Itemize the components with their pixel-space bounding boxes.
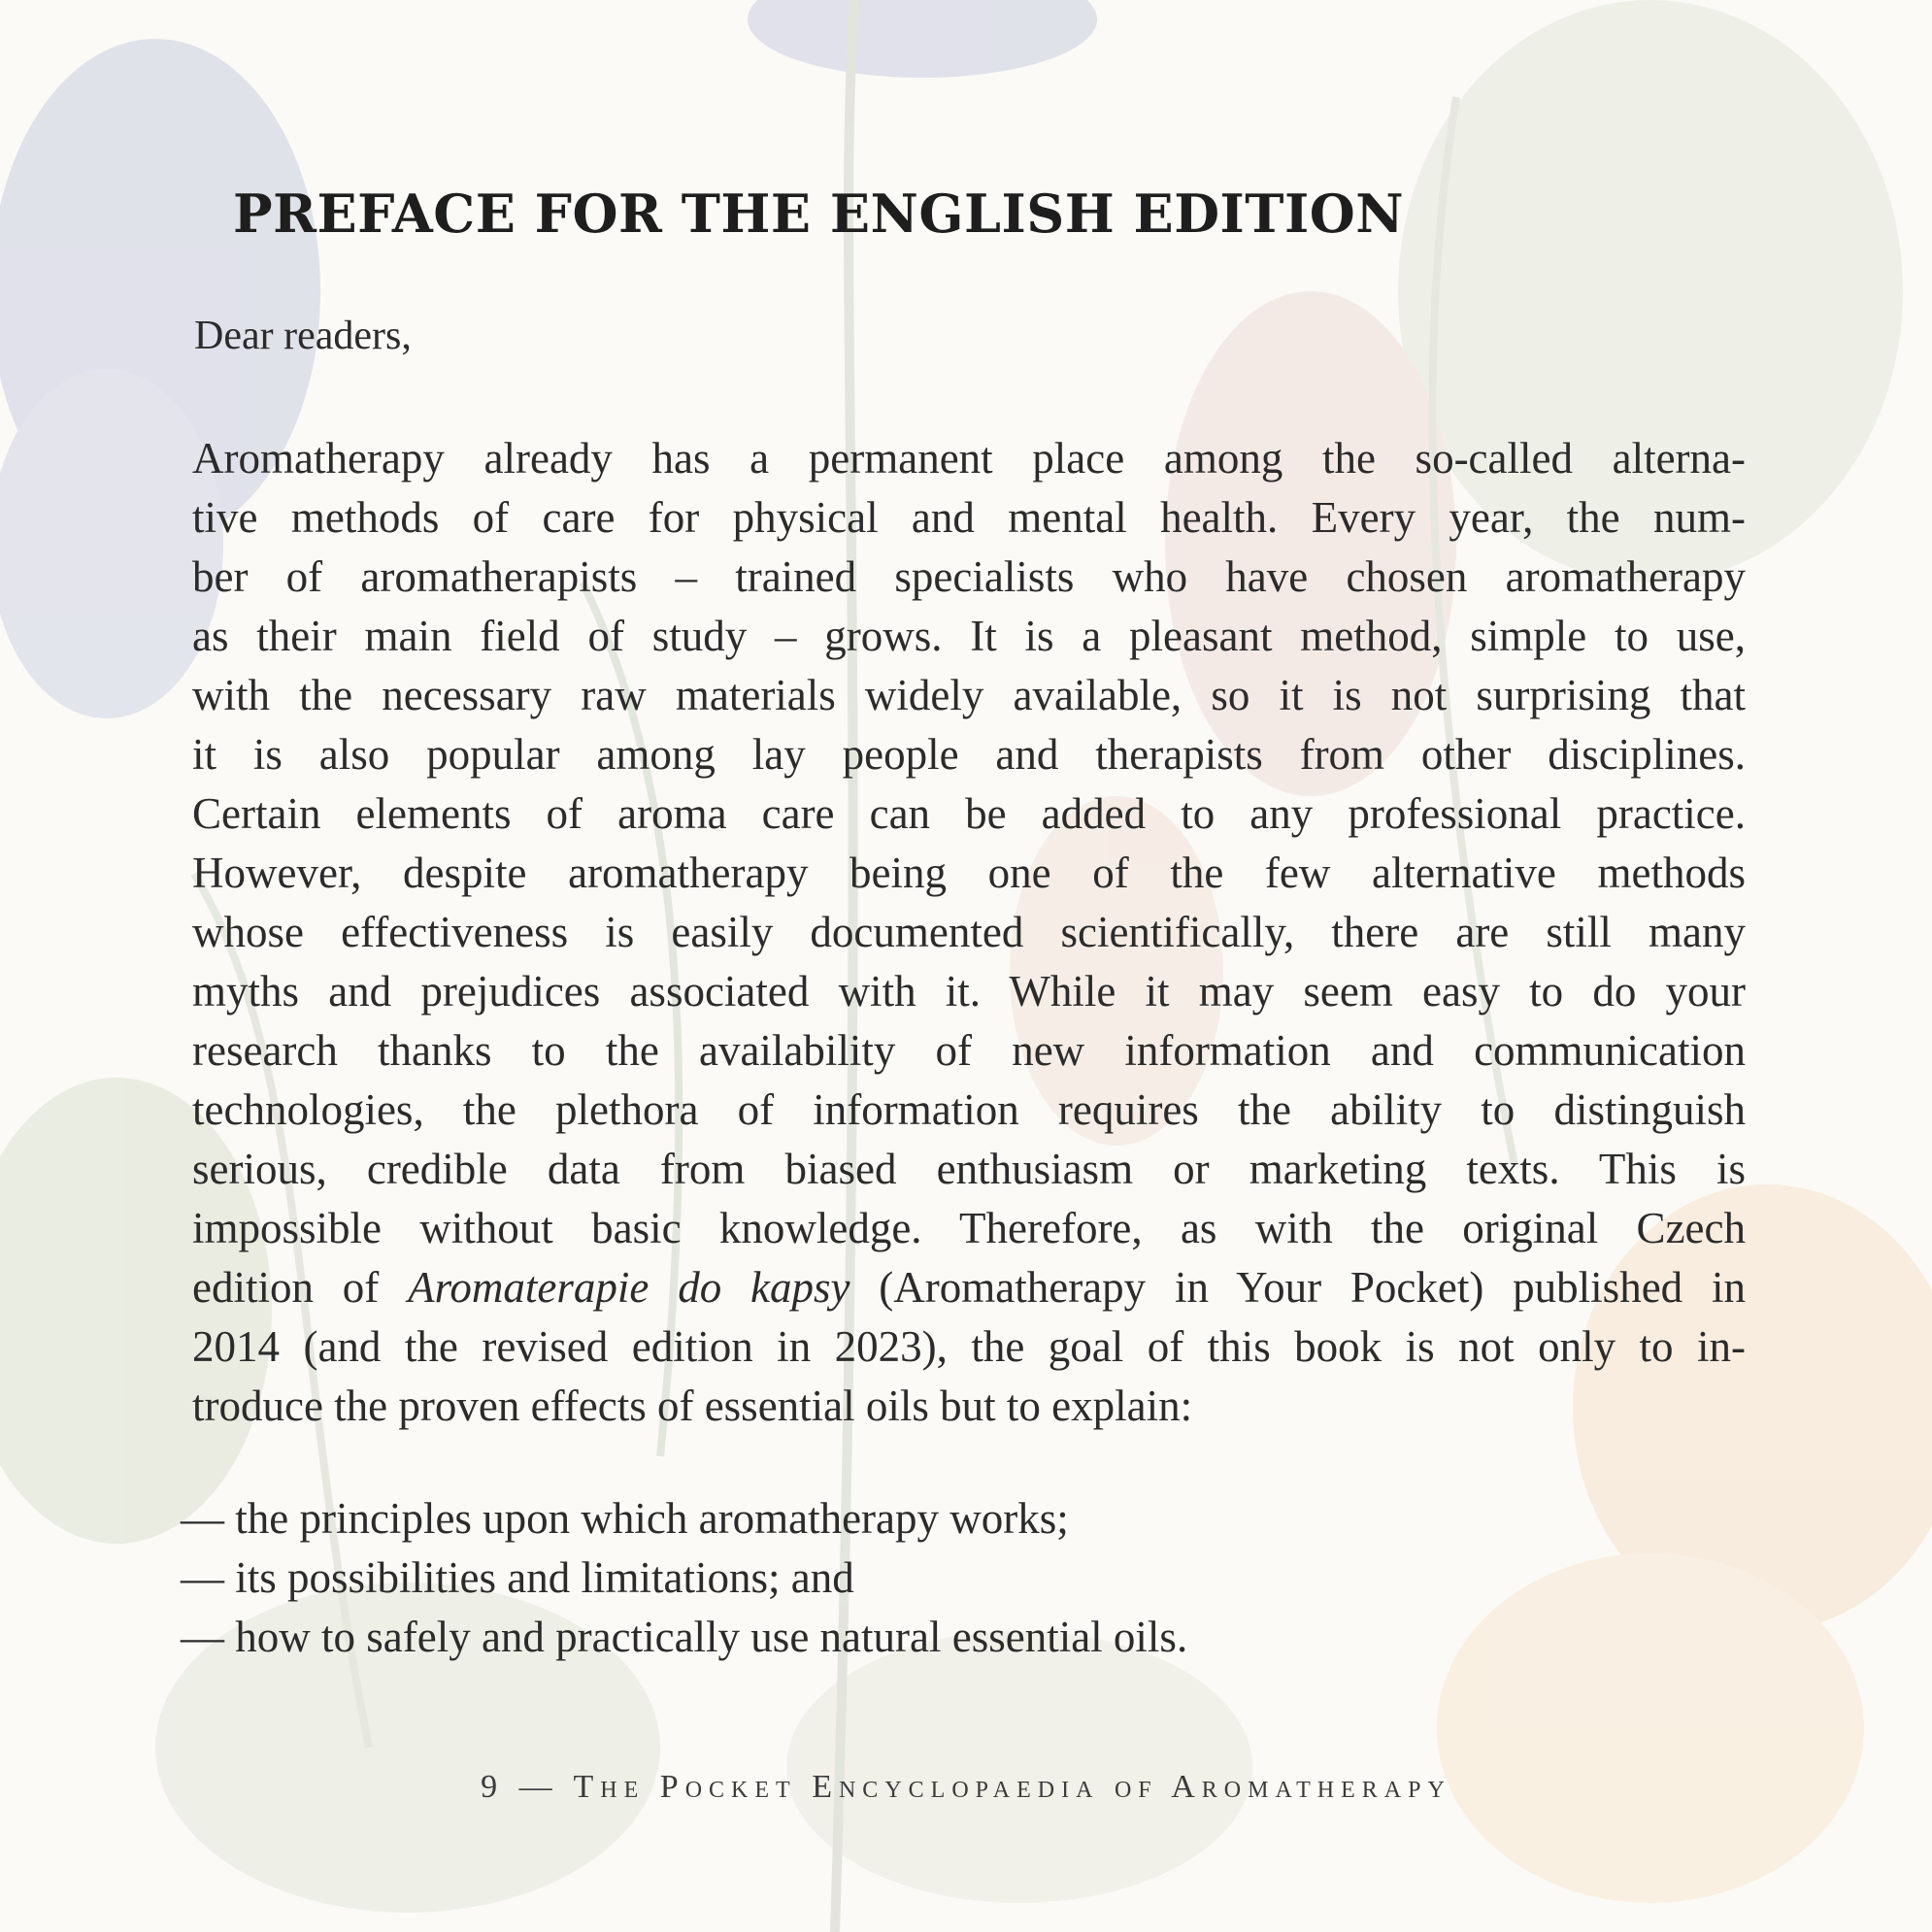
- paragraph-line: whose effectiveness is easily documented scientifically, there are still many: [192, 908, 1746, 956]
- paragraph-line: research thanks to the availability of new information and communication: [192, 1026, 1746, 1075]
- paragraph-line: ber of aromatherapists – trained specialists who have chosen aromatherapy: [192, 552, 1746, 601]
- paragraph-line: However, despite aromatherapy being one of the few alternative methods: [192, 849, 1746, 897]
- paragraph-line: it is also popular among lay people and therapists from other disciplines.: [192, 730, 1746, 779]
- line-suffix-text: (Aromatherapy in Your Pocket) published in: [849, 1263, 1746, 1312]
- paragraph-line: troduce the proven effects of essential oils but to explain:: [192, 1382, 1193, 1430]
- list-item: — the principles upon which aromatherapy works;: [181, 1494, 1069, 1543]
- paragraph-line: with the necessary raw materials widely available, so it is not surprising that: [192, 671, 1746, 719]
- paragraph-line: myths and prejudices associated with it. While it may seem easy to do your: [192, 967, 1746, 1016]
- paragraph-line: as their main field of study – grows. It is a pleasant method, simple to use,: [192, 612, 1746, 660]
- paragraph-line: serious, credible data from biased enthusiasm or marketing texts. This is: [192, 1145, 1746, 1193]
- paragraph-line: impossible without basic knowledge. Therefore, as with the original Czech: [192, 1204, 1746, 1252]
- paragraph-line-with-title: [192, 1258, 1746, 1317]
- book-title-italic: Aromaterapie do kapsy: [408, 1263, 850, 1312]
- paragraph-line: 2014 (and the revised edition in 2023), the goal of this book is not only to in-: [192, 1322, 1746, 1371]
- paragraph-line: Aromatherapy already has a permanent place among the so-called alterna-: [192, 434, 1746, 483]
- preface-paragraph: [192, 429, 1746, 1436]
- page-footer: 9 — The Pocket Encyclopaedia of Aromatherapy: [481, 1769, 1451, 1805]
- list-item: — its possibilities and limitations; and: [181, 1553, 854, 1602]
- paragraph-line: tive methods of care for physical and mental health. Every year, the num-: [192, 493, 1746, 542]
- paragraph-line: Certain elements of aroma care can be added to any professional practice.: [192, 789, 1746, 838]
- greeting: Dear readers,: [194, 314, 412, 358]
- list-item: — how to safely and practically use natural essential oils.: [181, 1613, 1188, 1661]
- line-prefix-text: edition of: [192, 1263, 409, 1312]
- page-title: PREFACE FOR THE ENGLISH EDITION: [233, 183, 1405, 245]
- explanation-list: [181, 1489, 1187, 1667]
- paragraph-line: technologies, the plethora of information requires the ability to distinguish: [192, 1085, 1746, 1134]
